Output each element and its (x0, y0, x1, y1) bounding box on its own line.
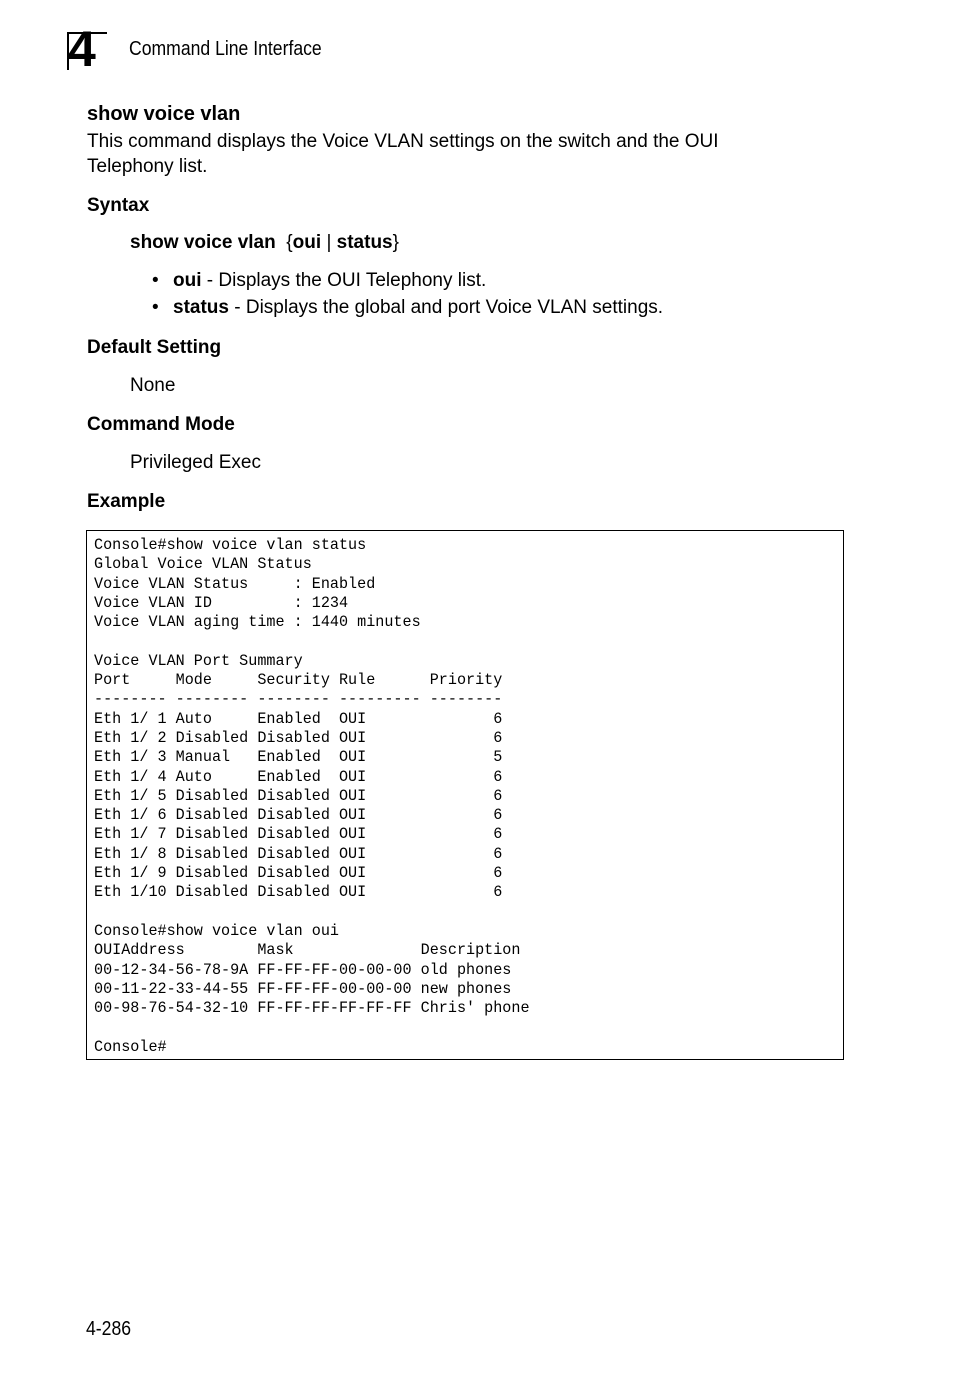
default-setting-heading: Default Setting (87, 337, 222, 358)
chapter-number: 4 (68, 21, 95, 77)
bullet-dot: • (152, 297, 159, 318)
example-heading: Example (87, 491, 166, 512)
bullet-text: - Displays the global and port Voice VLAN settings. (228, 297, 664, 318)
command-mode-value: Privileged Exec (130, 452, 261, 473)
syntax-bullet-oui (152, 270, 486, 292)
bullet-dot: • (152, 270, 159, 291)
example-code: Console#show voice vlan status Global Voice VLAN Status Voice VLAN Status : Enabled Voice VLAN ID : 1234 Voice VLAN aging time : 1440 minutes Voice VLAN Port Summary Port Mode Security Rule Priority -------- -------- -------- --------- -------- Eth 1/ 1 Auto Enabled OUI 6 Eth 1/ 2 Disabled Disabled OUI 6 Eth 1/ 3 Manual Enabled OUI 5 Eth 1/ 4 Auto Enabled OUI 6 Eth 1/ 5 Disabled Disabled OUI 6 Eth 1/ 6 Disabled Disabled OUI 6 Eth 1/ 7 Disabled Disabled OUI 6 Eth 1/ 8 Disabled Disabled OUI 6 Eth 1/ 9 Disabled Disabled OUI 6 Eth 1/10 Disabled Disabled OUI 6 Console#show voice vlan oui OUIAddress Mask Description 00-12-34-56-78-9A FF-FF-FF-00-00-00 old phones 00-11-22-33-44-55 FF-FF-FF-00-00-00 new phones 00-98-76-54-32-10 FF-FF-FF-FF-FF-FF Chris' phone Console# (94, 536, 530, 1056)
syntax-close-brace: } (392, 232, 399, 253)
syntax-bullet-status (152, 297, 663, 319)
syntax-option-oui: oui (292, 232, 322, 253)
command-title: show voice vlan (87, 103, 241, 125)
syntax-line (130, 232, 399, 254)
example-code-box (86, 530, 844, 1060)
page-number: 4-286 (86, 1318, 132, 1340)
bullet-text: - Displays the OUI Telephony list. (201, 270, 487, 291)
syntax-command: show voice vlan (130, 232, 276, 253)
bullet-term: status (173, 297, 229, 318)
syntax-separator: | (326, 232, 332, 253)
running-header-title: Command Line Interface (129, 38, 322, 60)
command-mode-heading: Command Mode (87, 414, 235, 435)
syntax-open-brace: { (286, 232, 293, 253)
bullet-term: oui (173, 270, 202, 291)
default-setting-value: None (130, 375, 176, 396)
command-description: This command displays the Voice VLAN settings on the switch and the OUI Telephony list. (87, 131, 719, 177)
syntax-option-status: status (336, 232, 393, 253)
syntax-heading: Syntax (87, 195, 150, 216)
